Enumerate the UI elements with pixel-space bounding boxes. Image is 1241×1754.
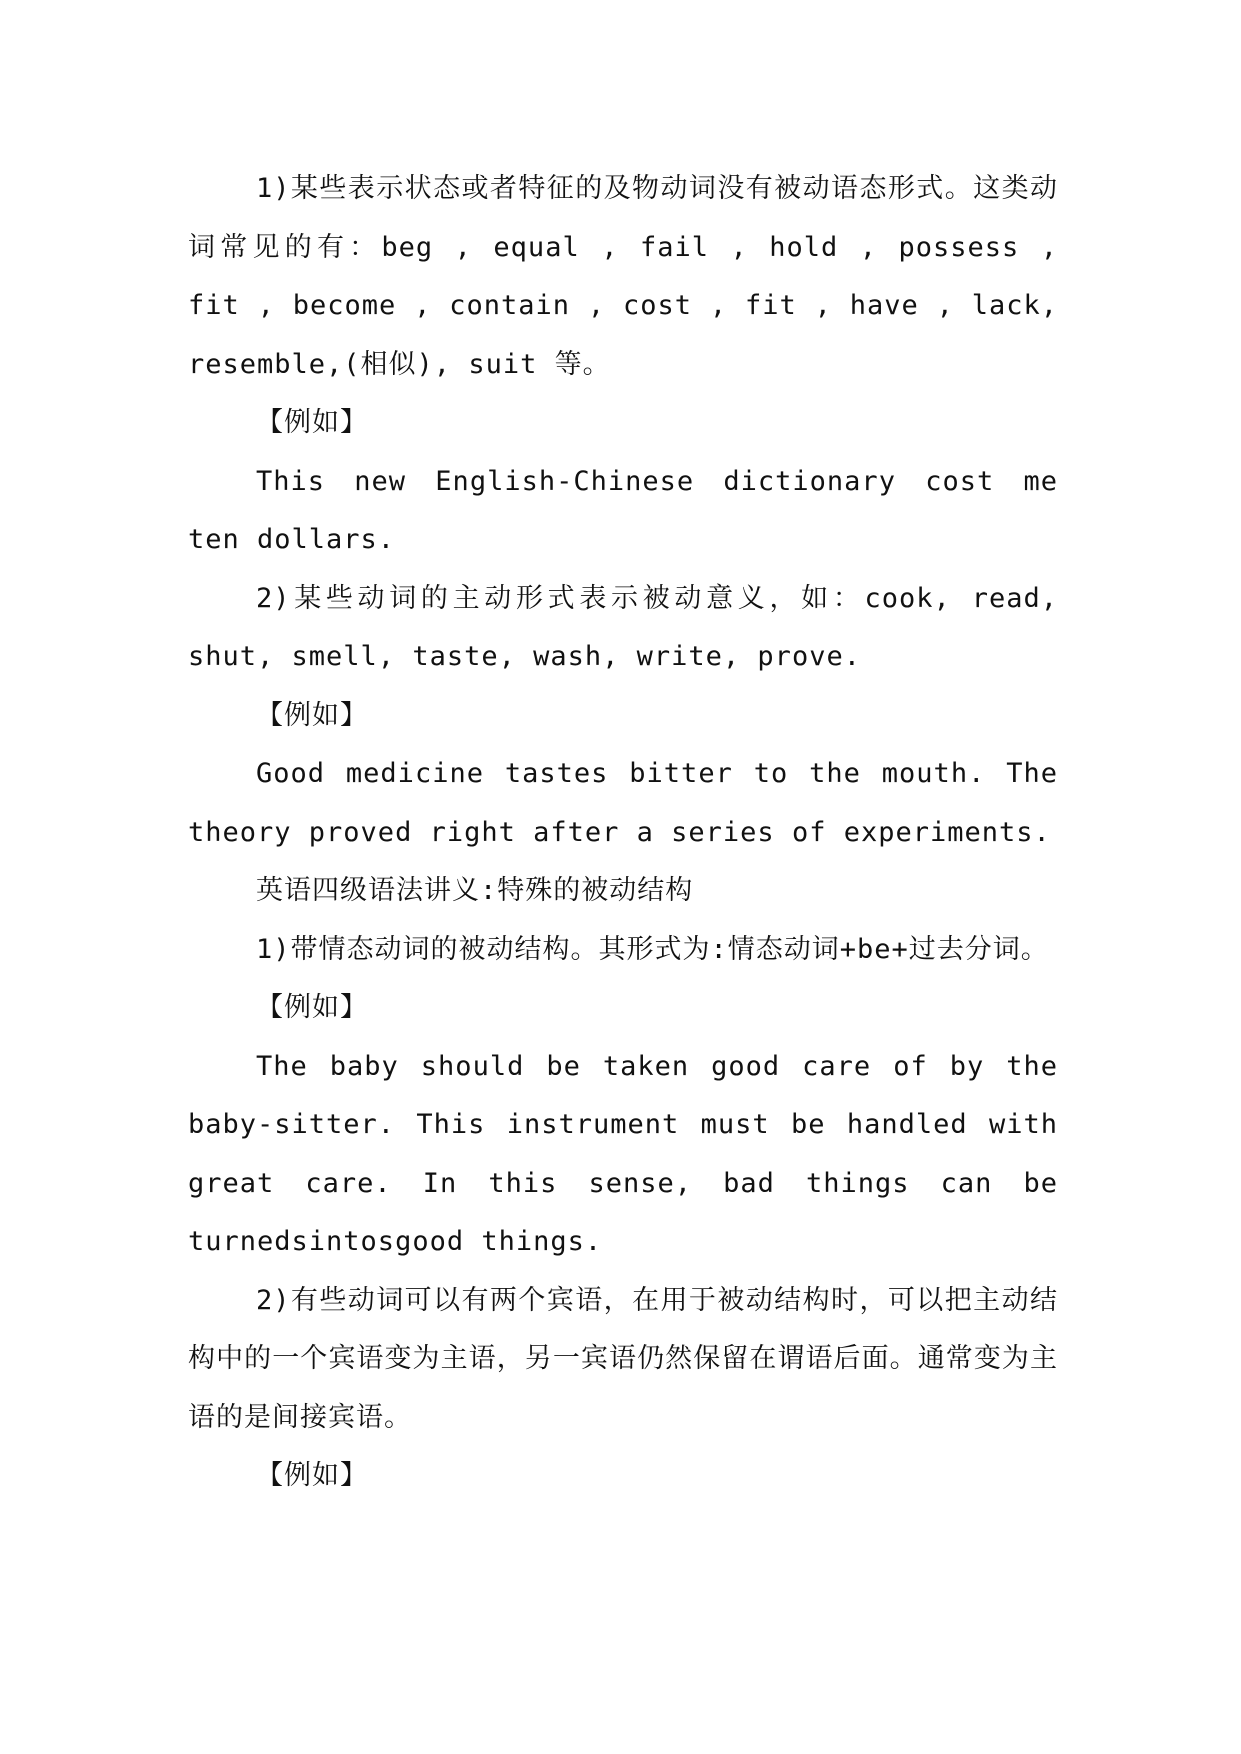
example-paragraph: The baby should be taken good care of by the baby-sitter. This instrument must be handled with great care. In this sense, bad things can be turnedsintosgood things. [188,1050,1058,1257]
paragraph: 1)带情态动词的被动结构。其形式为:情态动词+be+过去分词。 [256,933,1049,965]
example-paragraph: Good medicine tastes bitter to the mouth. The theory proved right after a series of experiments. [188,758,1058,848]
example-label: 【例如】 [256,407,368,438]
example-label: 【例如】 [256,1460,368,1491]
paragraph: 2)某些动词的主动形式表示被动意义，如：cook, read, shut, smell, taste, wash, write, prove. [188,582,1058,672]
example-label: 【例如】 [256,992,368,1023]
example-label: 【例如】 [256,699,368,731]
paragraph: 1)某些表示状态或者特征的及物动词没有被动语态形式。这类动词常见的有：beg , equal , fail , hold , possess , fit , become , contain , cost , fit , have , lack, resemble,(相似), suit 等。 [188,173,1058,380]
example-paragraph: This new English-Chinese dictionary cost me ten dollars. [188,465,1058,555]
section-heading: 英语四级语法讲义:特殊的被动结构 [256,875,694,906]
paragraph: 2)有些动词可以有两个宾语，在用于被动结构时，可以把主动结构中的一个宾语变为主语，另一宾语仍然保留在谓语后面。通常变为主语的是间接宾语。 [188,1284,1058,1433]
document-page [188,160,1058,1506]
